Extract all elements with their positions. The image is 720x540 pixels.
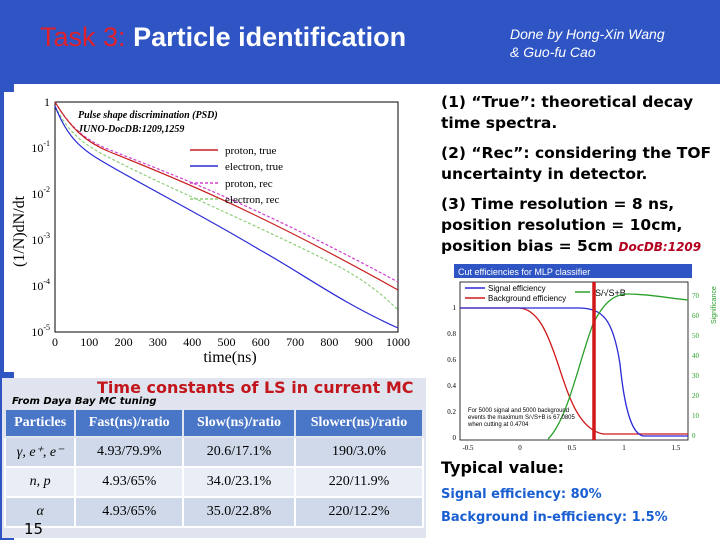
table-row: γ, e⁺, e⁻ 4.93/79.9% 20.6/17.1% 190/3.0% <box>5 437 423 467</box>
typical-heading: Typical value: <box>441 458 565 477</box>
y-tick-label: $10^{-1}$ <box>31 139 50 155</box>
mlp-y-tick-label: 0.6 <box>447 356 456 364</box>
x-tick-label: 700 <box>286 335 305 349</box>
table-header-row <box>5 409 423 437</box>
mlp-legend-background: Background efficiency <box>488 294 567 303</box>
mlp-title: Cut efficiencies for MLP classifier <box>458 267 591 277</box>
author-line-2: & Guo-fu Cao <box>510 44 596 60</box>
y-tick-label: $10^{-5}$ <box>31 323 50 339</box>
title-bar <box>0 0 720 84</box>
col-slower: Slower(ns)/ratio <box>295 409 423 437</box>
x-tick-label: 600 <box>251 335 270 349</box>
signal-efficiency-value: Signal efficiency: 80% <box>441 487 602 502</box>
mlp-x-tick-label: 0 <box>518 444 522 452</box>
mlp-y2-tick-label: 10 <box>692 412 699 420</box>
time-constants-title: Time constants of LS in current MC <box>97 378 414 397</box>
x-axis-label: time(ns) <box>203 349 257 366</box>
legend-proton-true: proton, true <box>225 145 277 157</box>
title-main-label: Particle identification <box>133 22 407 52</box>
mlp-y2-tick-label: 40 <box>692 352 699 360</box>
time-constants-panel <box>2 378 426 538</box>
mlp-y-tick-label: 1 <box>452 304 456 312</box>
x-tick-label: 800 <box>320 335 339 349</box>
y-tick-label: $10^{-2}$ <box>31 185 50 201</box>
typical-values <box>441 458 716 529</box>
x-tick-label: 400 <box>183 335 202 349</box>
note-true: (1) “True”: theoretical decay time spectra. <box>441 93 694 132</box>
col-particles: Particles <box>5 409 75 437</box>
y-tick-label: $10^{-4}$ <box>31 277 50 293</box>
author-line-1: Done by Hong-Xin Wang <box>510 26 665 42</box>
col-slow: Slow(ns)/ratio <box>183 409 295 437</box>
mlp-y2-tick-label: 50 <box>692 332 699 340</box>
x-tick-label: 500 <box>217 335 236 349</box>
note-rec: (2) “Rec”: considering the TOF uncertainty in detector. <box>441 144 712 183</box>
mlp-efficiency-plot <box>428 264 720 458</box>
mlp-y2-tick-label: 0 <box>692 432 696 440</box>
author-credit <box>510 25 710 61</box>
note-resolution: (3) Time resolution = 8 ns, position resolution = 10cm, position bias = 5cm DocDB:1209 <box>441 195 702 255</box>
mlp-x-tick-label: 1.5 <box>671 444 681 452</box>
mlp-note: For 5000 signal and 5000 background events the maximum S/√S+B is 67.0805 when cutting at 0.4704 <box>468 408 575 428</box>
x-tick-label: 100 <box>80 335 99 349</box>
title-task-label: Task 3: <box>40 22 126 52</box>
y-axis-label: (1/N)dN/dt <box>11 195 28 267</box>
legend-electron-true: electron, true <box>225 161 284 173</box>
x-tick-label: 200 <box>114 335 133 349</box>
mlp-y2-tick-label: 20 <box>692 392 699 400</box>
decay-time-plot <box>0 92 430 372</box>
x-tick-label: 900 <box>354 335 373 349</box>
time-constants-source: From Daya Bay MC tuning <box>12 396 157 407</box>
psd-annotation-1: Pulse shape discrimination (PSD) <box>78 110 218 121</box>
mlp-y-tick-label: 0.4 <box>447 382 456 390</box>
mlp-legend-signal: Signal efficiency <box>488 284 546 293</box>
mlp-y-tick-label: 0 <box>452 434 456 442</box>
y-tick-label: 1 <box>44 95 50 109</box>
slide-title <box>40 22 406 53</box>
mlp-y2-tick-label: 60 <box>692 312 699 320</box>
col-fast: Fast(ns)/ratio <box>75 409 183 437</box>
mlp-formula: S/√S+B <box>595 288 626 298</box>
table-row: α 4.93/65% 35.0/22.8% 220/12.2% <box>5 497 423 527</box>
docdb-reference: DocDB:1209 <box>618 240 702 254</box>
x-tick-label: 1000 <box>386 335 410 349</box>
mlp-right-axis-label: Significance <box>711 286 718 324</box>
mlp-x-tick-label: -0.5 <box>462 444 474 452</box>
x-tick-label: 300 <box>148 335 167 349</box>
y-tick-label: $10^{-3}$ <box>31 231 50 247</box>
legend-electron-rec: electron, rec <box>225 194 280 206</box>
mlp-y-tick-label: 0.8 <box>447 330 456 338</box>
legend-proton-rec: proton, rec <box>225 178 273 190</box>
background-inefficiency-value: Background in-efficiency: 1.5% <box>441 510 668 525</box>
notes-panel <box>441 92 716 267</box>
slide-number: 15 <box>24 520 44 538</box>
psd-annotation-2: JUNO-DocDB:1209,1259 <box>78 124 185 135</box>
mlp-x-tick-label: 0.5 <box>567 444 577 452</box>
mlp-y2-tick-label: 30 <box>692 372 699 380</box>
table-row: n, p 4.93/65% 34.0/23.1% 220/11.9% <box>5 467 423 497</box>
mlp-y-tick-label: 0.2 <box>447 408 456 416</box>
x-tick-label: 0 <box>52 335 58 349</box>
mlp-x-tick-label: 1 <box>622 444 626 452</box>
mlp-y2-tick-label: 70 <box>692 292 699 300</box>
time-constants-table <box>4 408 424 528</box>
